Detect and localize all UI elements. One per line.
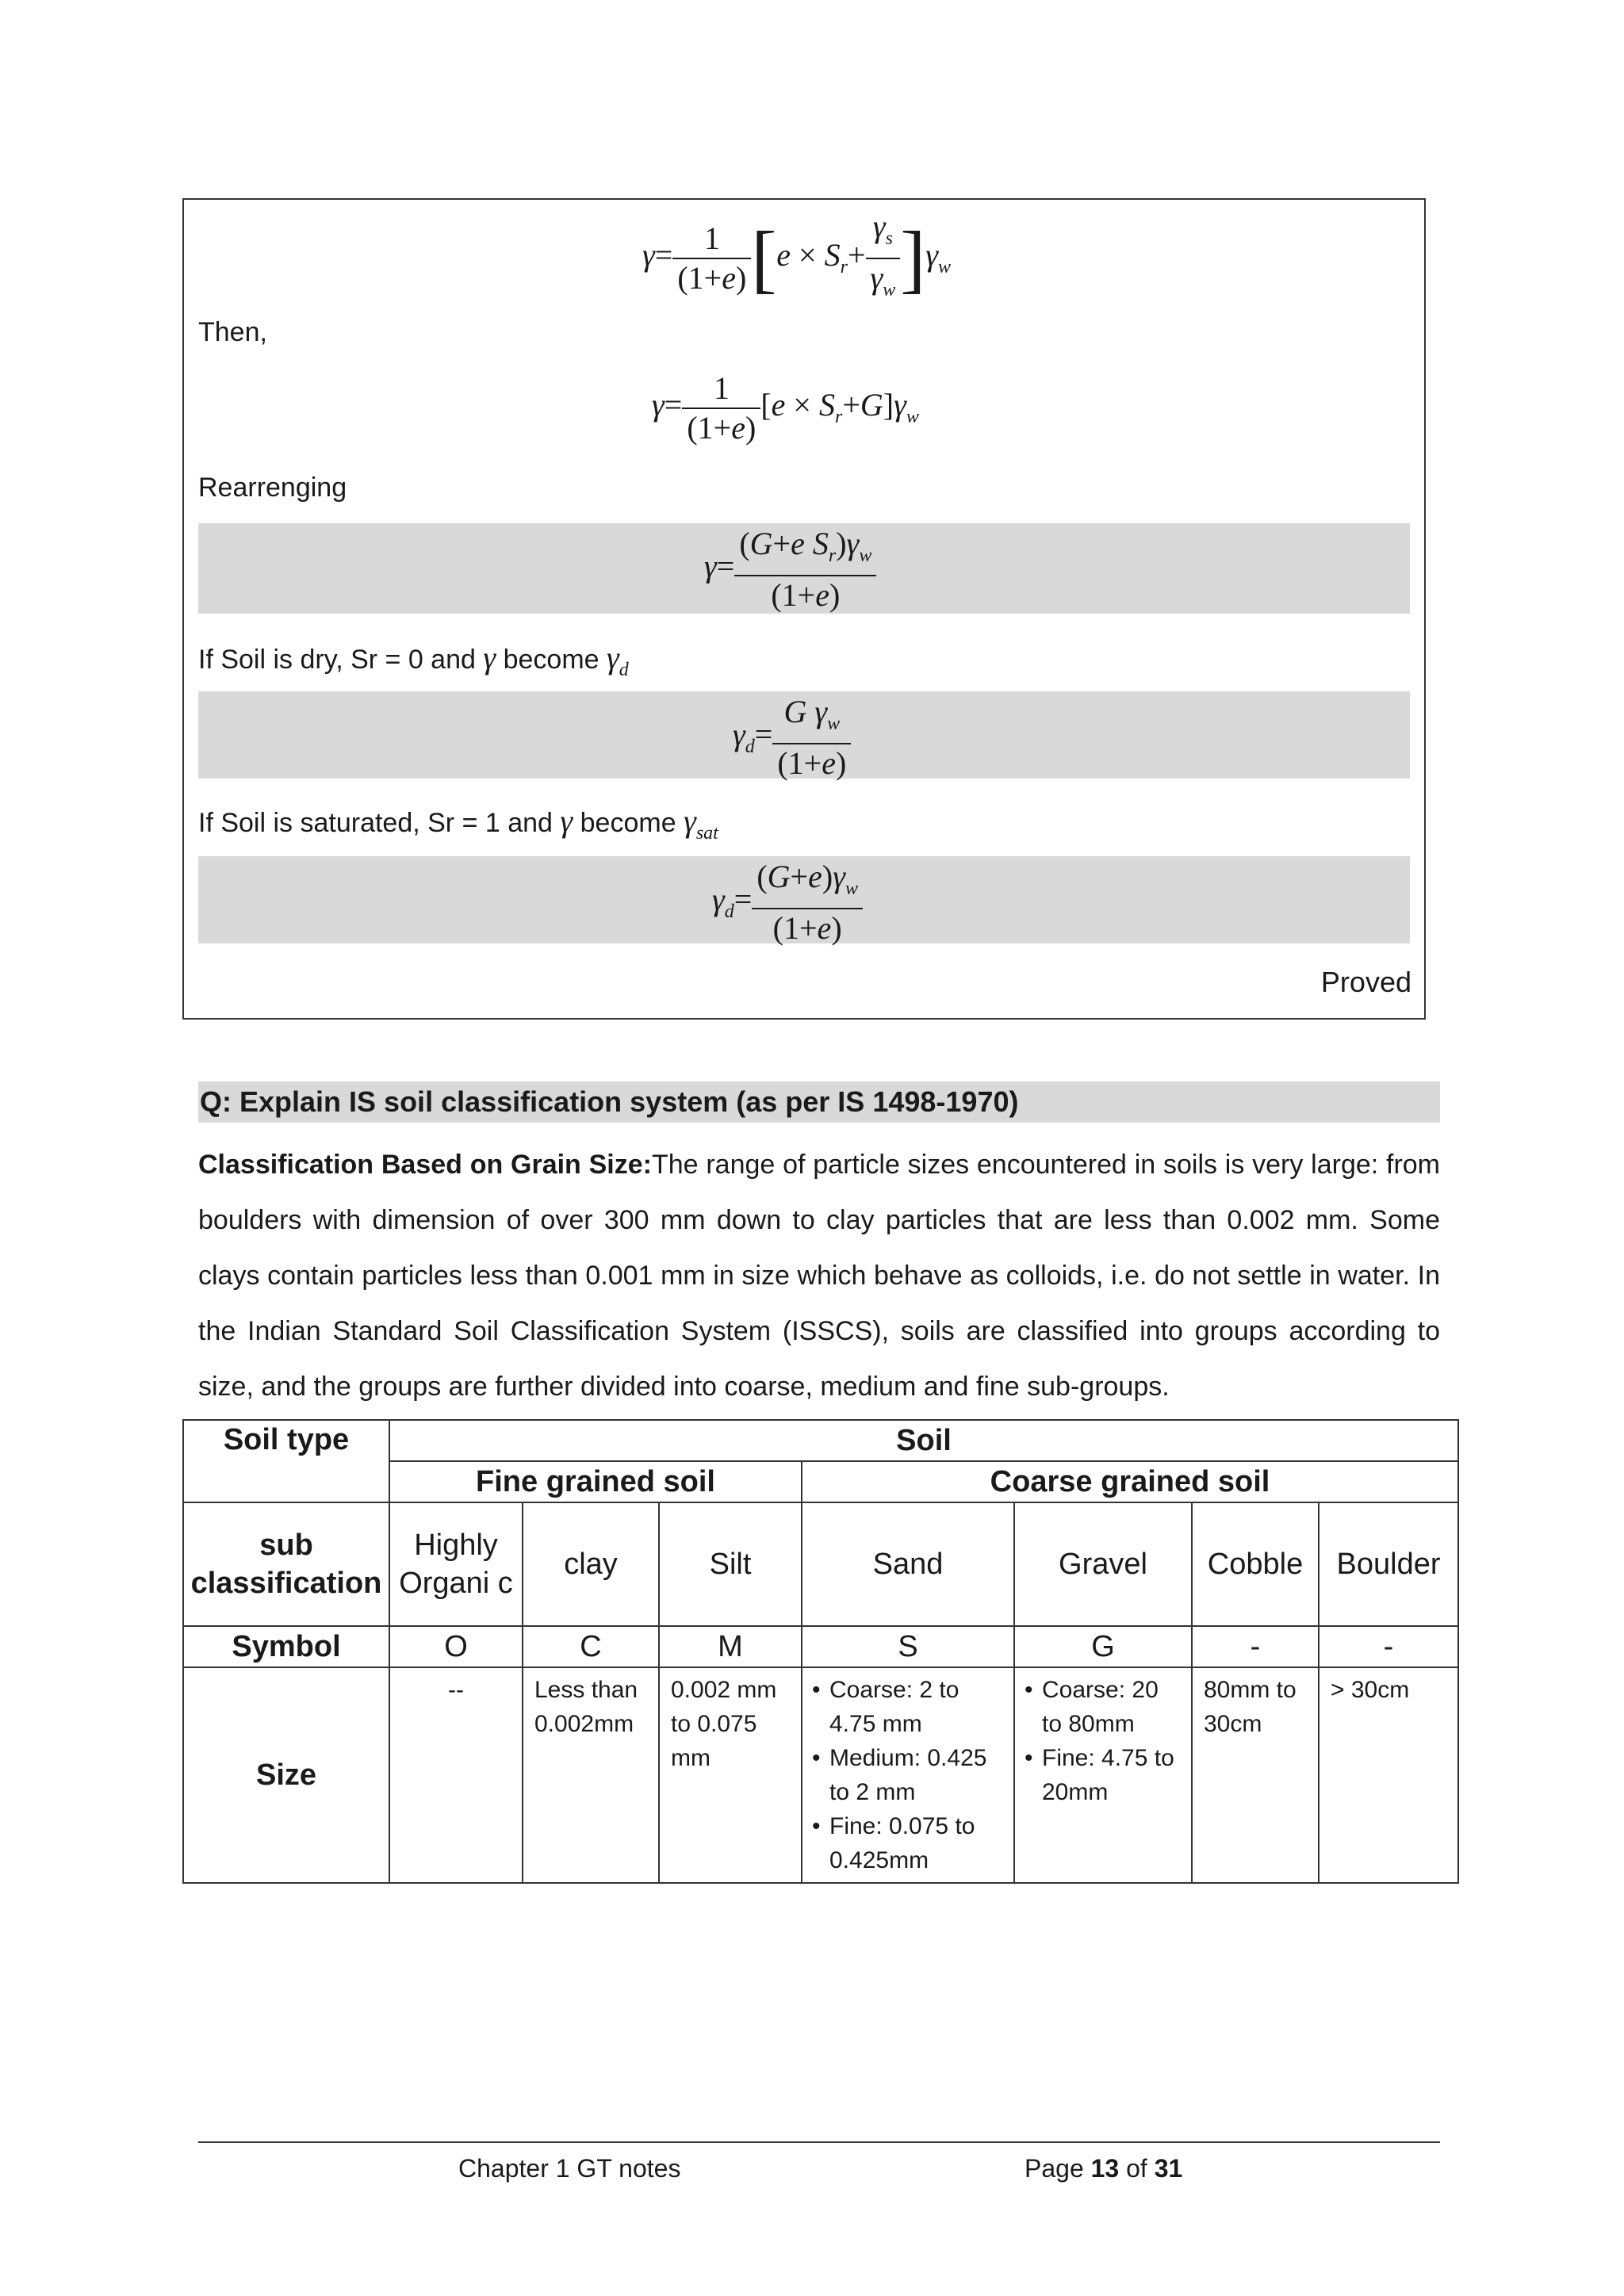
- sub-cobble: Cobble: [1192, 1502, 1319, 1626]
- equation-gamma-general: γ= $\frac{1}{(1+e)}$ [$e \times S_r+$ $\frac{\gamma_s}{\gamma_w}$ ]$\gamma_w$: [642, 209, 952, 300]
- header-soil: Soil: [389, 1420, 1458, 1461]
- header-size: Size: [183, 1667, 389, 1883]
- symbol-cobble: -: [1192, 1626, 1319, 1667]
- sub-boulder: Boulder: [1319, 1502, 1458, 1626]
- size-boulder: > 30cm: [1319, 1667, 1458, 1883]
- paragraph-bold-lead: Classification Based on Grain Size:: [198, 1150, 652, 1180]
- sand-size-fine: • Fine: 0.075 to 0.425mm: [812, 1809, 1002, 1877]
- header-soil-type: Soil type: [183, 1420, 389, 1502]
- size-gravel: [1014, 1667, 1192, 1883]
- paragraph-body: The range of particle sizes encountered in soils is very large: from boulders with dimension of over 300 mm down to clay particles that are less than 0.002 mm. Some clays contain particles less than 0.001 mm in size which behave as colloids, i.e. do not settle in water. In the Indian Standard Soil Classification System (ISSCS), soils are classified into groups according to size, and the groups are further divided into coarse, medium and fine sub-groups.: [198, 1150, 1440, 1402]
- classification-paragraph: [198, 1137, 1440, 1414]
- question-heading: Q: Explain IS soil classification system (as per IS 1498-1970): [198, 1081, 1440, 1123]
- header-symbol: Symbol: [183, 1626, 389, 1667]
- gravel-size-coarse: • Coarse: 20 to 80mm: [1025, 1673, 1180, 1741]
- footer-page-number: Page 13 of 31: [1025, 2154, 1183, 2183]
- equation-gamma-dry: $\gamma_d=$ $\frac{G \gamma_w}{(1+e)}$: [733, 693, 851, 783]
- sub-highly-organic: Highly Organi c: [389, 1502, 523, 1626]
- size-cobble: 80mm to 30cm: [1192, 1667, 1319, 1883]
- then-label: Then,: [198, 317, 267, 347]
- saturated-condition-text: If Soil is saturated, Sr = 1 and γ become $\gamma_{sat}$: [198, 803, 718, 844]
- sand-size-medium: • Medium: 0.425 to 2 mm: [812, 1741, 1002, 1809]
- footer-divider: [198, 2141, 1440, 2143]
- sub-silt: Silt: [659, 1502, 802, 1626]
- proved-label: Proved: [1320, 966, 1411, 998]
- size-silt: 0.002 mm to 0.075 mm: [659, 1667, 802, 1883]
- symbol-boulder: -: [1319, 1626, 1458, 1667]
- header-sub-classification: sub classification: [183, 1502, 389, 1626]
- footer-chapter: Chapter 1 GT notes: [458, 2154, 681, 2183]
- symbol-g: G: [1014, 1626, 1192, 1667]
- dry-condition-text: If Soil is dry, Sr = 0 and γ become $\gamma_d$: [198, 640, 629, 680]
- symbol-s: S: [802, 1626, 1014, 1667]
- header-coarse-grained: Coarse grained soil: [802, 1461, 1458, 1502]
- size-sand: [802, 1667, 1014, 1883]
- header-fine-grained: Fine grained soil: [389, 1461, 802, 1502]
- gravel-size-fine: • Fine: 4.75 to 20mm: [1025, 1741, 1180, 1809]
- size-highly-organic: --: [389, 1667, 523, 1883]
- sub-gravel: Gravel: [1014, 1502, 1192, 1626]
- size-clay: Less than 0.002mm: [523, 1667, 659, 1883]
- equation-gamma-saturated: $\gamma_d=$ $\frac{(G+e)\gamma_w}{(1+e)}$: [712, 858, 863, 947]
- sub-sand: Sand: [802, 1502, 1014, 1626]
- sand-size-list: [812, 1673, 1002, 1877]
- gravel-size-list: [1025, 1673, 1180, 1809]
- equation-gamma-with-g: γ= $\frac{1}{(1+e)}$ $[e \times S_r+G]\gamma_w$: [652, 370, 919, 446]
- soil-classification-table: [182, 1419, 1459, 1884]
- rearranging-label: Rearrenging: [198, 473, 347, 503]
- symbol-o: O: [389, 1626, 523, 1667]
- sub-clay: clay: [523, 1502, 659, 1626]
- symbol-m: M: [659, 1626, 802, 1667]
- symbol-c: C: [523, 1626, 659, 1667]
- sand-size-coarse: • Coarse: 2 to 4.75 mm: [812, 1673, 1002, 1741]
- equation-gamma-rearranged: γ= $\frac{(G+e S_r)\gamma_w}{(1+e)}$: [704, 525, 876, 614]
